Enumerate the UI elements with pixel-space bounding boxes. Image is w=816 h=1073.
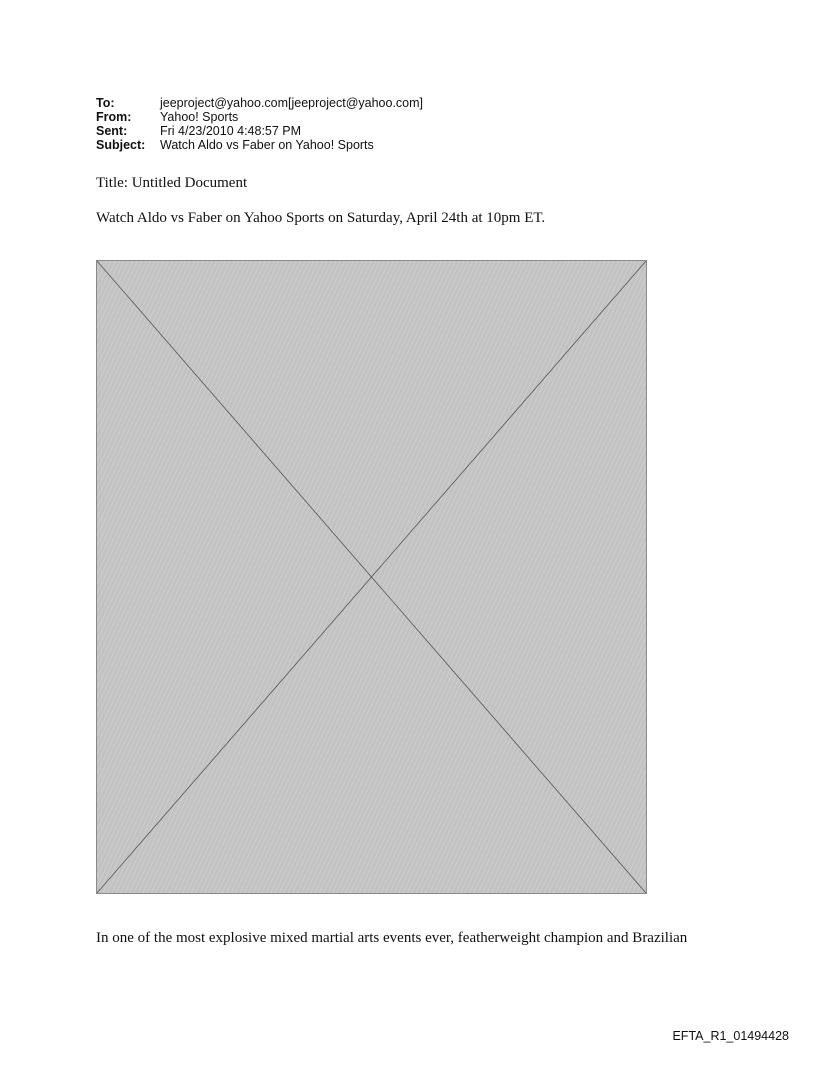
subject-value: Watch Aldo vs Faber on Yahoo! Sports bbox=[160, 138, 374, 152]
sent-label: Sent: bbox=[96, 124, 128, 138]
from-label: From: bbox=[96, 110, 132, 124]
sent-row bbox=[96, 124, 423, 138]
subject-label: Subject: bbox=[96, 138, 146, 152]
body-paragraph: In one of the most explosive mixed martial arts events ever, featherweight champion and Brazilian bbox=[96, 930, 688, 946]
sent-value: Fri 4/23/2010 4:48:57 PM bbox=[160, 124, 302, 138]
to-value: jeeproject@yahoo.com[jeeproject@yahoo.com] bbox=[160, 96, 424, 110]
document-id: EFTA_R1_01494428 bbox=[672, 1029, 789, 1043]
to-label: To: bbox=[96, 96, 115, 110]
email-header bbox=[96, 96, 423, 152]
document-title-line: Title: Untitled Document bbox=[96, 175, 248, 191]
image-placeholder bbox=[96, 260, 647, 894]
to-row bbox=[96, 96, 423, 110]
placeholder-cross-icon bbox=[97, 261, 646, 893]
from-row bbox=[96, 110, 423, 124]
watch-announcement: Watch Aldo vs Faber on Yahoo Sports on Saturday, April 24th at 10pm ET. bbox=[96, 210, 546, 226]
subject-row bbox=[96, 138, 423, 152]
from-value: Yahoo! Sports bbox=[160, 110, 239, 124]
